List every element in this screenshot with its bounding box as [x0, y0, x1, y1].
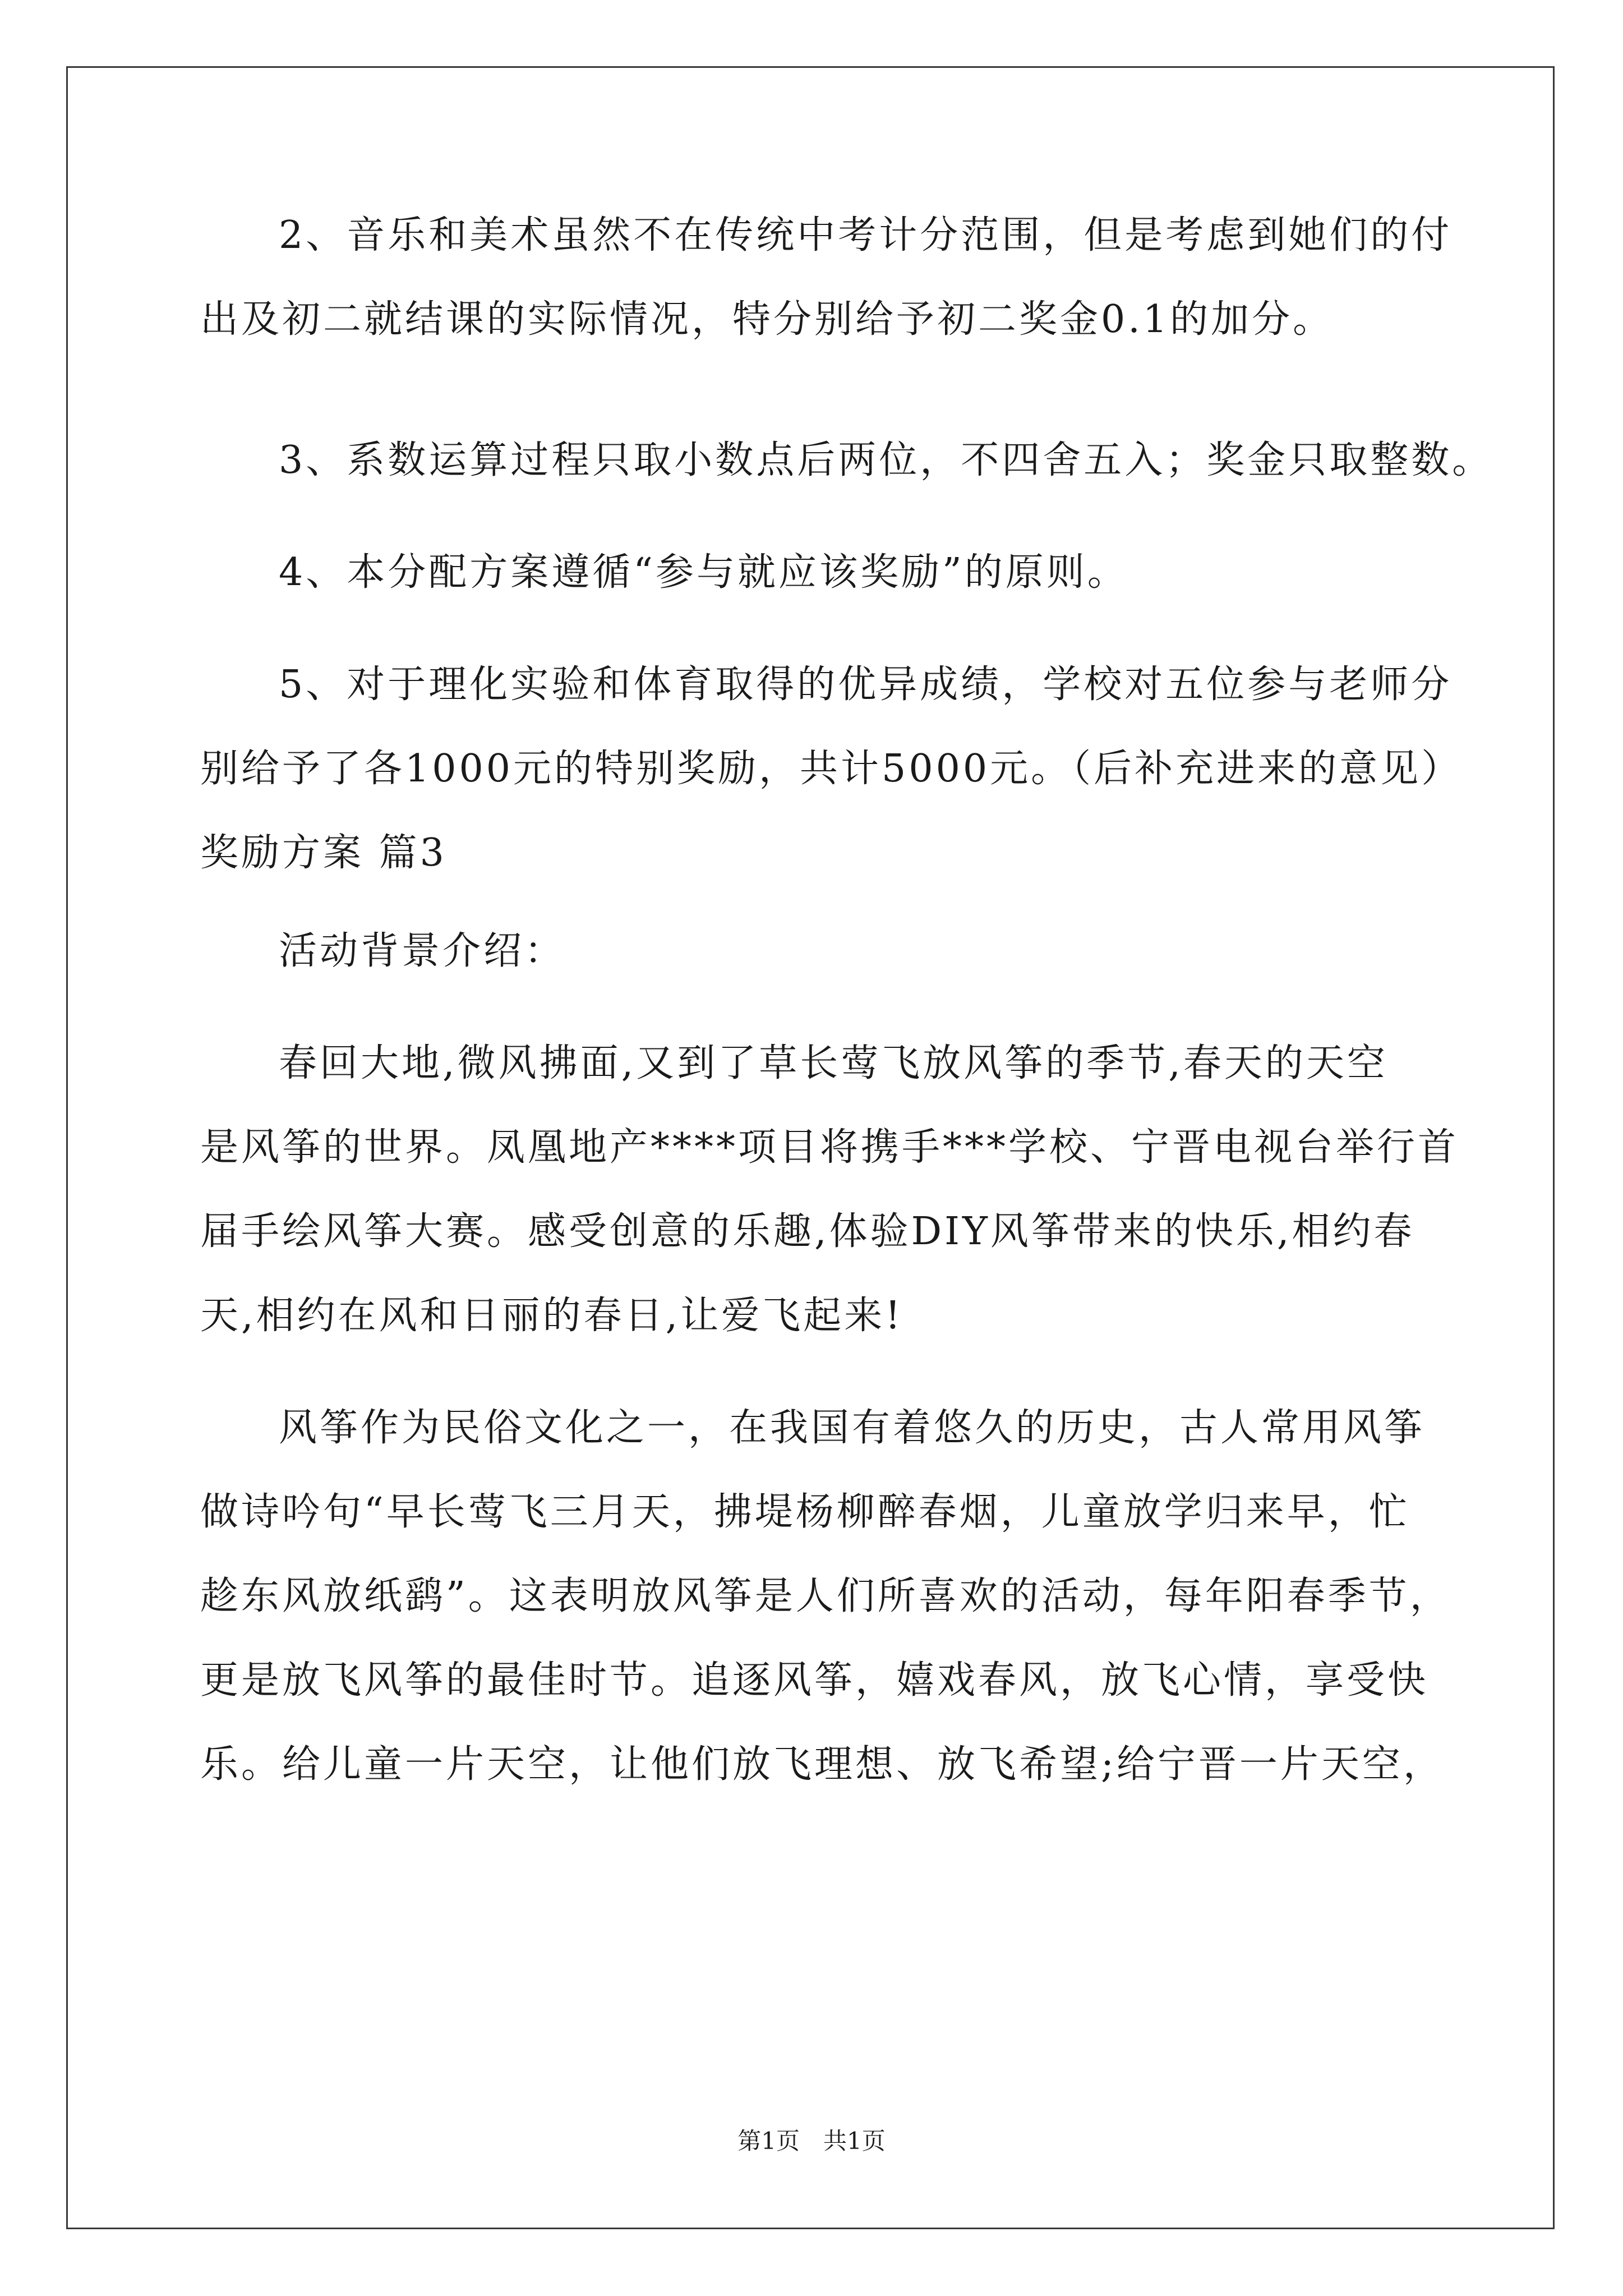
- paragraph-line: 更是放飞风筝的最佳时节。追逐风筝，嬉戏春风，放飞心情，享受快: [200, 1658, 1429, 1703]
- paragraph-line: 出及初二就结课的实际情况，特分别给予初二奖金0.1的加分。: [200, 297, 1334, 342]
- paragraph-line: 别给予了各1000元的特别奖励，共计5000元。（后补充进来的意见）: [200, 747, 1463, 791]
- paragraph-line: 乐。给儿童一片天空，让他们放飞理想、放飞希望;给宁晋一片天空，: [200, 1742, 1444, 1787]
- paragraph-line: 做诗吟句“早长莺飞三月天，拂堤杨柳醉春烟，儿童放学归来早，忙: [200, 1490, 1410, 1534]
- paragraph-line: 风筝作为民俗文化之一，在我国有着悠久的历史，古人常用风筝: [279, 1406, 1426, 1450]
- paragraph-line: 活动背景介绍：: [279, 929, 566, 973]
- paragraph-line: 4、本分配方案遵循“参与就应该奖励”的原则。: [279, 550, 1128, 595]
- paragraph-line: 春回大地,微风拂面,又到了草长莺飞放风筝的季节,春天的天空: [279, 1041, 1388, 1085]
- paragraph-line: 3、系数运算过程只取小数点后两位，不四舍五入；奖金只取整数。: [279, 438, 1493, 482]
- paragraph-line: 是风筝的世界。凤凰地产****项目将携手***学校、宁晋电视台举行首: [200, 1125, 1459, 1170]
- page-number-footer: 第1页 共1页: [737, 2127, 886, 2155]
- paragraph-line: 天,相约在风和日丽的春日,让爱飞起来!: [200, 1294, 903, 1338]
- paragraph-line: 趁东风放纸鹞”。这表明放风筝是人们所喜欢的活动，每年阳春季节，: [200, 1574, 1451, 1618]
- section-heading: 奖励方案 篇3: [200, 831, 447, 875]
- paragraph-line: 2、音乐和美术虽然不在传统中考计分范围，但是考虑到她们的付: [279, 213, 1453, 257]
- paragraph-line: 5、对于理化实验和体育取得的优异成绩，学校对五位参与老师分: [279, 662, 1453, 707]
- paragraph-line: 届手绘风筝大赛。感受创意的乐趣,体验DIY风筝带来的快乐,相约春: [200, 1209, 1415, 1254]
